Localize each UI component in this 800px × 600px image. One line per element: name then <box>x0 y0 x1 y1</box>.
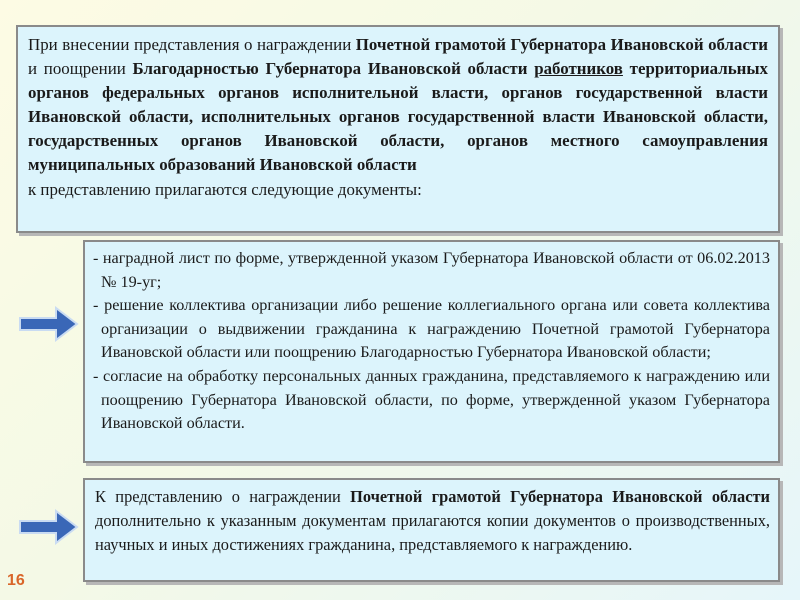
documents-intro: к представлению прилагаются следующие документы: <box>28 179 422 199</box>
gramota-emphasis-bottom: Почетной грамотой Губернатора Ивановской области <box>350 487 770 506</box>
blagodarnost-emphasis: Благодарностью Губернатора Ивановской области <box>132 59 535 79</box>
list-item: - наградной лист по форме, утвержденной указом Губернатора Ивановской области от 06.02.2013 № 19-уг; <box>93 249 770 291</box>
additional-intro-text: К представлению о награждении <box>95 487 351 506</box>
documents-list-box <box>83 240 780 463</box>
gramota-emphasis: Почетной грамотой Губернатора Ивановской области <box>355 35 768 54</box>
list-item: - решение коллектива организации либо решение коллегиального органа или совета коллектива организации о выдвижении гражданина к награждению Почетной грамотой Губернатора Ивановской области или поощрению Благодарностью Губернатора Ивановской области; <box>93 296 770 362</box>
page-number: 16 <box>7 572 25 589</box>
arrow-right-icon <box>18 508 80 546</box>
list-item: - согласие на обработку персональных данных гражданина, представляемого к награждению или поощрению Губернатора Ивановской области, по форме, утвержденной указом Губернатора Ивановской области. <box>93 366 770 433</box>
additional-documents-box <box>83 478 780 582</box>
organs-emphasis: территориальных органов федеральных органов исполнительной власти, органов государственной власти Ивановской области, исполнительных органов государственной власти Ивановской области, государственных органов Ивановской области, органов местного самоуправления муниципальных образований Ивановской области <box>28 59 768 175</box>
intro-text: При внесении представления о награждении <box>28 35 356 54</box>
additional-body-text: дополнительно к указанным документам прилагаются копии документов о производственных, научных и иных достижениях гражданина, представляемого к награждению. <box>95 511 770 554</box>
connector-text: и поощрении <box>28 59 133 79</box>
workers-emphasis: работников <box>534 59 623 79</box>
arrow-right-icon <box>18 305 80 343</box>
top-text-block <box>16 25 780 233</box>
